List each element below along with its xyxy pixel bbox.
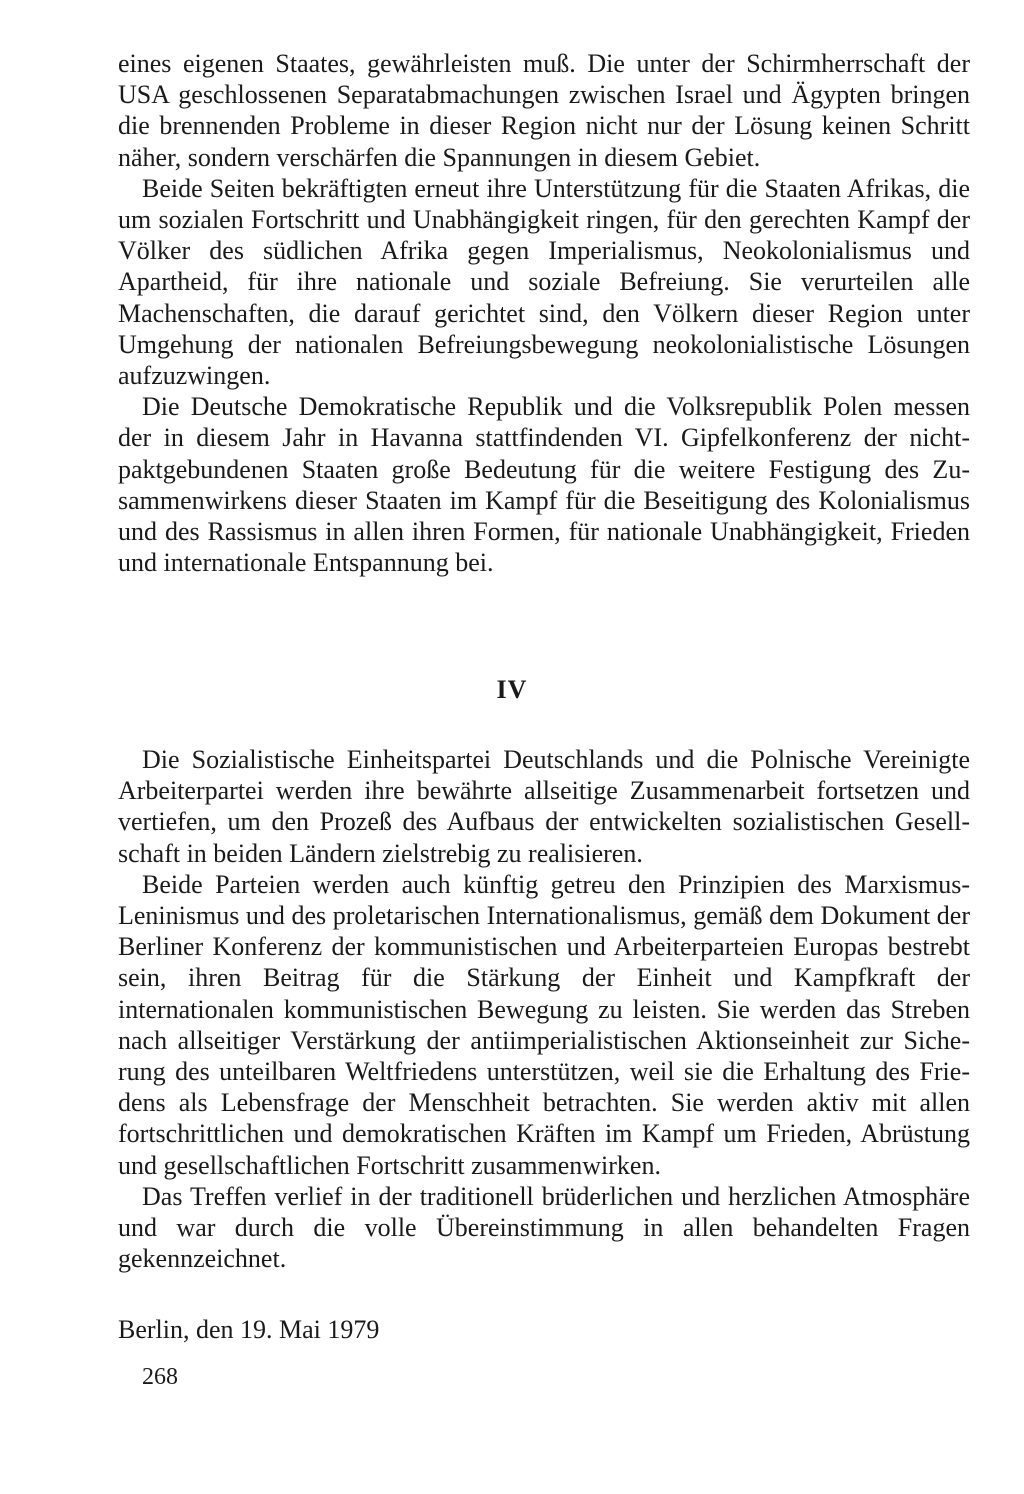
paragraph-cooperation: Die Sozialistische Einheitspartei Deutschlands und die Polnische Vereinigte Arbeiterpartei werden ihre bewährte allseitige Zusammenarbeit fortsetzen und vertiefen, um den Prozeß des Aufbaus der entwickelten sozialistischen Gesellschaft in beiden Ländern zielstrebig zu realisieren. <box>118 745 970 868</box>
paragraph-havanna-conference: Die Deutsche Demokratische Republik und die Volksrepublik Polen messen der in diesem Jahr in Havanna stattfindenden VI. Gipfelkonferenz der nichtpaktgebundenen Staaten große Bedeutung für die weitere Festigung des Zusammenwirkens dieser Staaten im Kampf für die Beseitigung des Kolonialismus und des Rassismus in allen ihren Formen, für nationale Unabhängigkeit, Frieden und internationale Entspannung bei. <box>118 392 970 578</box>
paragraph-marxism-leninism: Beide Parteien werden auch künftig getreu den Prinzipien des Marxismus-Leninismus und des proletarischen Internationalismus, gemäß dem Dokument der Berliner Konferenz der kommunistischen und Arbeiterparteien Europas bestrebt sein, ihren Beitrag für die Stärkung der Einheit und Kampfkraft der internationalen kommunistischen Bewegung zu leisten. Sie werden das Streben nach allseitiger Verstärkung der antiimperialistischen Aktionseinheit zur Sicherung des unteilbaren Weltfriedens unterstützen, weil sie die Erhaltung des Friedens als Lebensfrage der Menschheit betrachten. Sie werden aktiv mit allen fortschrittlichen und demokratischen Kräften im Kampf um Frieden, Abrüstung und gesellschaftlichen Fortschritt zusammenwirken. <box>118 869 970 1180</box>
paragraph-continuation: eines eigenen Staates, gewährleisten muß. Die unter der Schirmherrschaft der USA geschlossenen Separatabmachungen zwischen Israel und Ägypten bringen die brennenden Probleme in dieser Region nicht nur der Lösung keinen Schritt näher, sondern verschärfen die Spannungen in diesem Gebiet. <box>118 49 970 172</box>
place-date: Berlin, den 19. Mai 1979 <box>118 1315 380 1344</box>
bottom-text-block <box>118 744 970 1274</box>
page-number: 268 <box>142 1364 178 1390</box>
section-heading: IV <box>496 675 528 704</box>
paragraph-meeting-atmosphere: Das Treffen verlief in der traditionell brüderlichen und herzlichen Atmosphäre und war durch die volle Übereinstimmung in allen behandelten Fragen gekennzeichnet. <box>118 1181 970 1274</box>
paragraph-africa: Beide Seiten bekräftigten erneut ihre Unterstützung für die Staaten Afrikas, die um sozialen Fortschritt und Unabhängigkeit ringen, für den gerechten Kampf der Völker des südlichen Afrika gegen Imperialismus, Neokolonialismus und Apartheid, für ihre nationale und soziale Befreiung. Sie verurteilen alle Machenschaften, die darauf gerichtet sind, den Völkern dieser Region unter Umgehung der nationalen Befreiungsbewegung neokolonialistische Lösungen aufzuzwingen. <box>118 173 970 391</box>
top-text-block <box>118 48 970 578</box>
